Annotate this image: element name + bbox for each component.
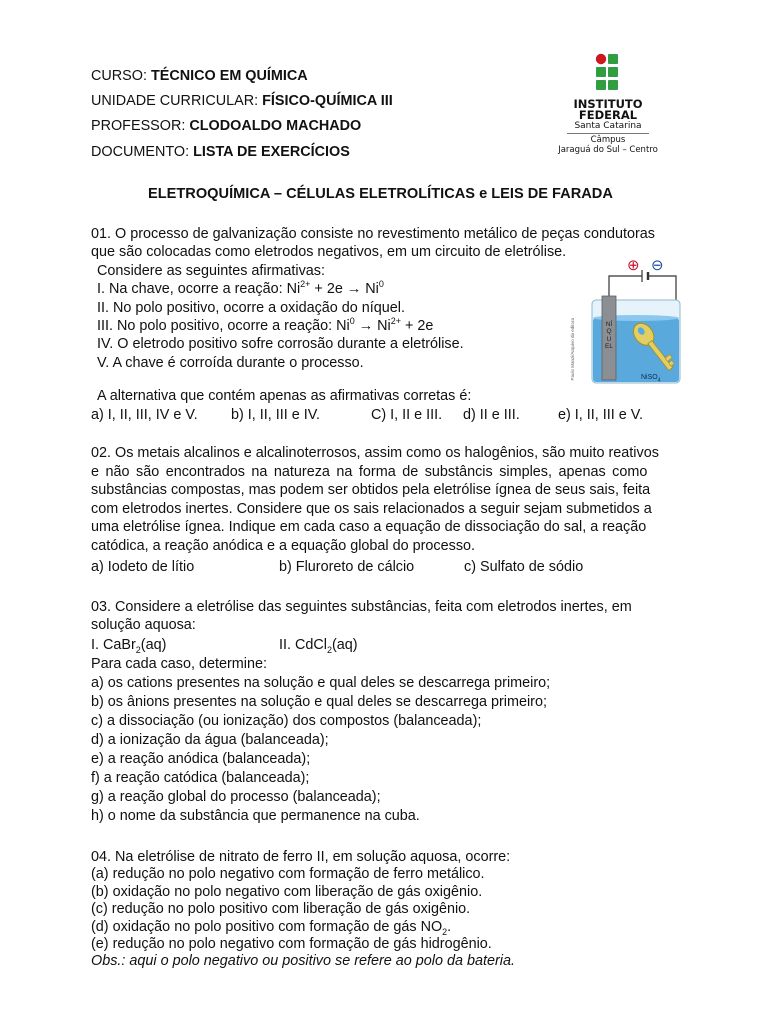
q4-option-e: (e) redução no polo negativo com formação de gás hidrogênio. <box>91 936 492 953</box>
q3-substance-1-a: I. CaBr <box>91 637 136 653</box>
q1-option-a: a) I, II, III, IV e V. <box>91 407 198 423</box>
q1-item-1-a: I. Na chave, ocorre a reação: Ni <box>97 281 301 298</box>
q3-substance-2-sub: 2 <box>326 644 332 655</box>
q1-intro-line2: que são colocadas como eletrodos negativos, em um circuito de eletrólise. <box>91 244 567 261</box>
q3-item-d: d) a ionização da água (balanceada); <box>91 732 329 748</box>
q4-option-d-a: (d) oxidação no polo positivo com formação de gás NO <box>91 918 443 935</box>
q3-prompt: Para cada caso, determine: <box>91 656 267 672</box>
q1-item-1-sup: 2+ <box>300 279 311 290</box>
q1-question <box>91 387 471 405</box>
electrolysis-cell-illustration <box>576 258 688 386</box>
logo-line2: FEDERAL <box>578 108 638 122</box>
documento-value: LISTA DE EXERCÍCIOS <box>193 144 350 160</box>
q1-item-3-a: III. No polo positivo, ocorre a reação: Ni <box>97 318 350 335</box>
q3-item-h: h) o nome da substância que permanence na cuba. <box>91 808 420 824</box>
q1-item-1-sup2: 0 <box>378 279 384 290</box>
logo-line1: INSTITUTO <box>573 97 643 111</box>
q2-line-3: substâncias compostas, mas podem ser obtidos pela eletrólise ígnea de seus sais, feita <box>91 482 651 499</box>
curso-label: CURSO: <box>91 68 151 84</box>
negative-pole-icon: ⊖ <box>651 257 664 274</box>
q4-observation: Obs.: aqui o polo negativo ou positivo se refere ao polo da bateria. <box>91 953 516 970</box>
q3-item-f: f) a reação catódica (balanceada); <box>91 770 310 786</box>
q1-item-1 <box>91 280 655 298</box>
q1-consider: Considere as seguintes afirmativas: <box>97 262 325 279</box>
q3-substance-2-b: (aq) <box>332 637 358 653</box>
q3-substance-1 <box>91 636 166 654</box>
q3-item-g: g) a reação global do processo (balanceada); <box>91 789 381 805</box>
professor-label: PROFESSOR: <box>91 118 190 134</box>
q1-option-e: e) I, II, III e V. <box>558 407 644 423</box>
q1-option-b: b) I, II, III e IV. <box>231 407 321 423</box>
q2-text <box>91 444 659 556</box>
q2-option-a: a) Iodeto de lítio <box>91 559 195 575</box>
q1-option-c: C) I, II e III. <box>371 407 443 423</box>
q2-line-4: com eletrodos inertes. Considere que os sais relacionados a seguir sejam submetidos a <box>91 500 652 517</box>
electrolysis-figure <box>570 257 688 386</box>
q3-substance-2 <box>279 636 358 654</box>
header-curso <box>91 64 308 89</box>
q2-line-2: e não são encontrados na natureza na forma de substâncis simples, apenas como <box>91 463 648 480</box>
logo-line4: Câmpus <box>590 135 626 145</box>
q4-option-c: (c) redução no polo positivo com liberação de gás oxigênio. <box>91 901 471 918</box>
q3-item-e: e) a reação anódica (balanceada); <box>91 751 311 767</box>
q1-item-4: IV. O eletrodo positivo sofre corrosão durante a eletrólise. <box>97 336 464 353</box>
figure-credit: Paulo Manzi/Arquivo da editora <box>570 318 575 381</box>
q2-option-c: c) Sulfato de sódio <box>464 559 584 575</box>
page-title: ELETROQUÍMICA – CÉLULAS ELETROLÍTICAS e LEIS DE FARADA <box>148 186 613 202</box>
logo-divider <box>567 133 649 134</box>
q1-item-3-sup2: 2+ <box>390 316 402 327</box>
documento-label: DOCUMENTO: <box>91 144 194 160</box>
q3-item-b: b) os ânions presentes na solução e qual deles se descarrega primeiro; <box>91 694 547 710</box>
q1-item-3-c: + 2e <box>401 318 434 335</box>
unidade-value: FÍSICO-QUÍMICA III <box>262 93 393 109</box>
logo-line5: Jaraguá do Sul – Centro <box>558 145 658 155</box>
q1-item-5: V. A chave é corroída durante o processo. <box>97 354 364 371</box>
curso-value: TÉCNICO EM QUÍMICA <box>150 68 308 84</box>
professor-value: CLODOALDO MACHADO <box>189 118 362 134</box>
electrode-label: NÍQUEL <box>605 321 613 350</box>
unidade-label: UNIDADE CURRICULAR: <box>91 93 263 109</box>
q3-item-c: c) a dissociação (ou ionização) dos compostos (balanceada); <box>91 713 482 729</box>
q3-substance-1-b: (aq) <box>140 637 167 653</box>
q3-item-a: a) os cations presentes na solução e qual deles se descarrega primeiro; <box>91 675 551 691</box>
q2-line-6: catódica, a reação anódica e a equação global do processo. <box>91 537 476 554</box>
q1-item-3-b: → Ni <box>354 318 391 335</box>
q1-question-text: A alternativa que contém apenas as afirmativas corretas é: <box>97 388 472 404</box>
solution-formula: NiSO <box>641 374 658 381</box>
q4-option-a: (a) redução no polo negativo com formação de ferro metálico. <box>91 866 485 883</box>
q1-intro-line1: 01. O processo de galvanização consiste no revestimento metálico de peças condutoras <box>91 226 655 242</box>
q3-line-1: 03. Considere a eletrólise das seguintes substâncias, feita com eletrodos inertes, em <box>91 599 632 615</box>
logo-squares-icon <box>552 50 664 98</box>
q4-text <box>91 849 515 971</box>
header-documento <box>91 140 350 165</box>
q3-line-2: solução aquosa: <box>91 617 196 634</box>
q3-substance-1-sub: 2 <box>135 644 141 655</box>
q2-line-1: 02. Os metais alcalinos e alcalinoterrosos, assim como os halogênios, são muito reativos <box>91 445 659 461</box>
q3-text <box>91 598 632 635</box>
q3-items <box>91 655 550 826</box>
q1-item-1-b: + 2e → Ni <box>310 281 379 298</box>
institution-logo <box>552 50 664 162</box>
header-professor <box>91 114 361 139</box>
q2-option-b: b) Fluroreto de cálcio <box>279 559 415 575</box>
solution-formula-sub: 4 <box>657 377 661 384</box>
q1-item-2: II. No polo positivo, ocorre a oxidação do níquel. <box>97 299 405 316</box>
q3-substance-2-a: II. CdCl <box>279 637 327 653</box>
q1-item-3-sup: 0 <box>349 316 355 327</box>
q4-option-d-b: . <box>447 918 452 935</box>
q4-intro: 04. Na eletrólise de nitrato de ferro II, em solução aquosa, ocorre: <box>91 849 511 865</box>
header-unidade <box>91 89 393 114</box>
logo-line3: Santa Catarina <box>574 121 642 131</box>
positive-pole-icon: ⊕ <box>627 257 640 274</box>
q4-option-d <box>91 919 515 936</box>
q4-option-d-sub: 2 <box>442 926 448 937</box>
q1-option-d: d) II e III. <box>463 407 520 423</box>
q2-line-5: uma eletrólise ígnea. Indique em cada caso a equação de dissociação do sal, a reação <box>91 519 647 536</box>
solution-label <box>641 374 661 382</box>
q4-option-b: (b) oxidação no polo negativo com liberação de gás oxigênio. <box>91 883 483 900</box>
